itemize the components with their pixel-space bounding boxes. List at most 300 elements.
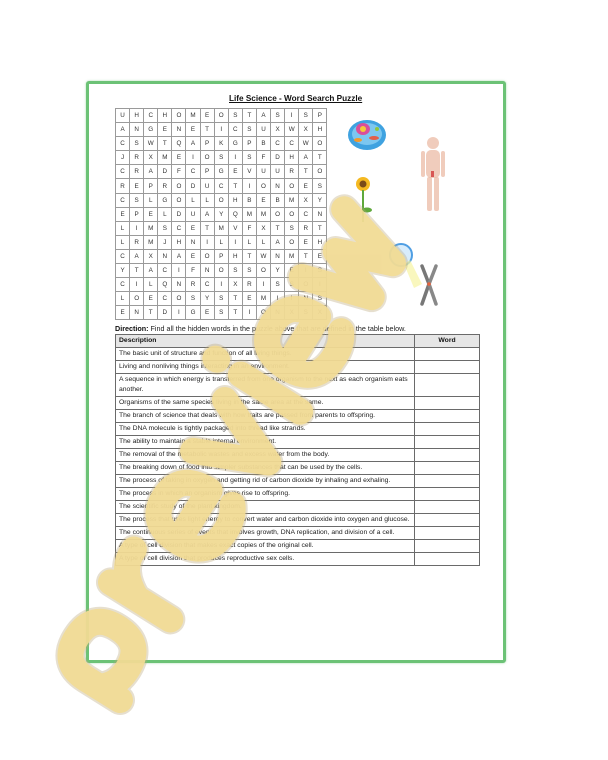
- grid-cell: I: [172, 264, 186, 278]
- grid-row: [116, 264, 327, 278]
- grid-cell: K: [214, 137, 228, 151]
- grid-cell: E: [158, 123, 172, 137]
- direction-label: Direction:: [115, 324, 149, 333]
- grid-cell: A: [299, 151, 313, 165]
- grid-cell: P: [130, 207, 144, 221]
- description-cell: The process in which an organism gives rise to offspring.: [116, 488, 415, 501]
- description-cell: Organisms of the same species living in the same area at the same.: [116, 397, 415, 410]
- grid-cell: R: [130, 165, 144, 179]
- grid-row: [116, 306, 327, 320]
- grid-cell: I: [228, 235, 242, 249]
- grid-cell: B: [242, 193, 256, 207]
- grid-cell: N: [271, 179, 285, 193]
- grid-cell: F: [242, 221, 256, 235]
- grid-row: [116, 109, 327, 123]
- grid-cell: E: [200, 109, 214, 123]
- word-answer-cell[interactable]: [415, 475, 480, 488]
- grid-cell: N: [313, 207, 327, 221]
- grid-cell: I: [200, 235, 214, 249]
- table-row: [116, 449, 480, 462]
- grid-cell: C: [158, 292, 172, 306]
- grid-cell: H: [285, 151, 299, 165]
- grid-cell: N: [271, 306, 285, 320]
- grid-cell: S: [299, 109, 313, 123]
- grid-cell: H: [313, 235, 327, 249]
- definitions-table: [115, 334, 480, 566]
- description-cell: The process that uses light energy to convert water and carbon dioxide into oxygen and glucose.: [116, 514, 415, 527]
- grid-cell: O: [285, 235, 299, 249]
- grid-cell: E: [299, 235, 313, 249]
- grid-cell: C: [144, 109, 158, 123]
- grid-cell: E: [186, 249, 200, 263]
- grid-cell: H: [158, 109, 172, 123]
- grid-row: [116, 207, 327, 221]
- grid-cell: S: [242, 151, 256, 165]
- description-cell: The breaking down of food into simpler substances that can be used by the cells.: [116, 462, 415, 475]
- grid-cell: M: [256, 292, 270, 306]
- grid-cell: C: [158, 264, 172, 278]
- table-row: [116, 540, 480, 553]
- grid-cell: S: [228, 264, 242, 278]
- table-row: [116, 374, 480, 397]
- grid-cell: T: [228, 179, 242, 193]
- direction-text: [115, 324, 406, 333]
- grid-cell: E: [186, 123, 200, 137]
- grid-cell: W: [256, 249, 270, 263]
- word-answer-cell[interactable]: [415, 514, 480, 527]
- grid-cell: I: [242, 306, 256, 320]
- grid-cell: O: [214, 193, 228, 207]
- description-cell: The DNA molecule is tightly packaged into thread like strands.: [116, 423, 415, 436]
- word-answer-cell[interactable]: [415, 348, 480, 361]
- grid-cell: S: [214, 151, 228, 165]
- grid-cell: P: [200, 137, 214, 151]
- grid-cell: T: [200, 123, 214, 137]
- table-row: [116, 410, 480, 423]
- grid-cell: Y: [214, 207, 228, 221]
- grid-cell: P: [214, 249, 228, 263]
- grid-cell: T: [228, 292, 242, 306]
- grid-cell: S: [158, 221, 172, 235]
- grid-cell: U: [256, 165, 270, 179]
- grid-cell: X: [144, 151, 158, 165]
- word-answer-cell[interactable]: [415, 361, 480, 374]
- table-row: [116, 397, 480, 410]
- word-answer-cell[interactable]: [415, 397, 480, 410]
- grid-row: [116, 278, 327, 292]
- grid-cell: R: [116, 179, 130, 193]
- grid-cell: S: [214, 292, 228, 306]
- grid-cell: X: [313, 306, 327, 320]
- grid-cell: N: [172, 123, 186, 137]
- chromosome-icon: [419, 264, 439, 306]
- grid-cell: N: [158, 249, 172, 263]
- grid-cell: C: [116, 249, 130, 263]
- description-cell: The removal of the metabolic wastes and excess water from the body.: [116, 449, 415, 462]
- grid-cell: D: [172, 207, 186, 221]
- grid-cell: I: [228, 151, 242, 165]
- grid-cell: M: [144, 235, 158, 249]
- grid-cell: C: [200, 278, 214, 292]
- grid-cell: M: [144, 221, 158, 235]
- grid-cell: S: [313, 292, 327, 306]
- word-answer-cell[interactable]: [415, 501, 480, 514]
- grid-cell: E: [144, 207, 158, 221]
- grid-cell: O: [313, 137, 327, 151]
- grid-row: [116, 123, 327, 137]
- grid-cell: Q: [158, 278, 172, 292]
- grid-cell: A: [144, 165, 158, 179]
- grid-cell: A: [172, 249, 186, 263]
- grid-cell: E: [144, 292, 158, 306]
- grid-cell: X: [271, 123, 285, 137]
- table-row: [116, 488, 480, 501]
- table-row: [116, 514, 480, 527]
- grid-cell: Q: [228, 207, 242, 221]
- grid-row: [116, 193, 327, 207]
- word-answer-cell[interactable]: [415, 410, 480, 423]
- grid-cell: O: [256, 179, 270, 193]
- grid-cell: L: [256, 235, 270, 249]
- grid-cell: R: [186, 278, 200, 292]
- grid-cell: C: [172, 221, 186, 235]
- grid-cell: H: [130, 109, 144, 123]
- description-cell: The process of taking in oxygen and getting rid of carbon dioxide by inhaling and exhaling.: [116, 475, 415, 488]
- grid-row: [116, 249, 327, 263]
- grid-cell: A: [186, 137, 200, 151]
- table-row: [116, 553, 480, 566]
- description-cell: The basic unit of structure and function of all living things.: [116, 348, 415, 361]
- grid-cell: O: [130, 292, 144, 306]
- grid-cell: S: [130, 193, 144, 207]
- grid-cell: M: [285, 193, 299, 207]
- table-row: [116, 527, 480, 540]
- grid-row: [116, 151, 327, 165]
- grid-cell: X: [285, 306, 299, 320]
- grid-cell: S: [228, 109, 242, 123]
- word-answer-cell[interactable]: [415, 527, 480, 540]
- grid-cell: E: [242, 292, 256, 306]
- grid-cell: W: [285, 123, 299, 137]
- grid-cell: M: [285, 249, 299, 263]
- grid-cell: H: [228, 249, 242, 263]
- grid-cell: C: [186, 165, 200, 179]
- grid-cell: I: [214, 123, 228, 137]
- description-cell: The scientific study of the plant kingdom.: [116, 501, 415, 514]
- grid-cell: M: [256, 207, 270, 221]
- grid-cell: I: [186, 151, 200, 165]
- grid-cell: A: [256, 109, 270, 123]
- grid-cell: R: [299, 221, 313, 235]
- grid-cell: I: [130, 278, 144, 292]
- grid-cell: T: [228, 306, 242, 320]
- grid-cell: H: [313, 123, 327, 137]
- grid-cell: E: [228, 165, 242, 179]
- grid-cell: C: [116, 278, 130, 292]
- grid-cell: I: [299, 264, 313, 278]
- grid-cell: I: [271, 292, 285, 306]
- grid-cell: C: [299, 207, 313, 221]
- grid-cell: U: [116, 109, 130, 123]
- grid-cell: Y: [271, 264, 285, 278]
- grid-cell: P: [144, 179, 158, 193]
- table-row: [116, 475, 480, 488]
- grid-cell: N: [299, 292, 313, 306]
- grid-cell: P: [242, 137, 256, 151]
- grid-cell: P: [200, 165, 214, 179]
- grid-cell: D: [158, 165, 172, 179]
- grid-cell: V: [228, 221, 242, 235]
- grid-cell: I: [242, 179, 256, 193]
- grid-cell: X: [299, 193, 313, 207]
- grid-cell: L: [186, 193, 200, 207]
- grid-cell: I: [285, 292, 299, 306]
- grid-cell: X: [256, 221, 270, 235]
- grid-cell: O: [172, 109, 186, 123]
- word-answer-cell[interactable]: [415, 540, 480, 553]
- grid-cell: G: [228, 137, 242, 151]
- grid-cell: O: [256, 306, 270, 320]
- grid-cell: E: [172, 151, 186, 165]
- grid-cell: C: [228, 123, 242, 137]
- grid-cell: O: [313, 165, 327, 179]
- grid-cell: L: [214, 235, 228, 249]
- grid-cell: I: [285, 109, 299, 123]
- grid-cell: G: [186, 306, 200, 320]
- grid-cell: T: [299, 249, 313, 263]
- grid-cell: L: [200, 193, 214, 207]
- grid-cell: O: [271, 207, 285, 221]
- grid-cell: X: [228, 278, 242, 292]
- grid-cell: C: [116, 137, 130, 151]
- grid-cell: E: [116, 306, 130, 320]
- grid-cell: T: [271, 221, 285, 235]
- grid-cell: Q: [172, 137, 186, 151]
- grid-cell: M: [242, 207, 256, 221]
- grid-cell: H: [228, 193, 242, 207]
- grid-cell: H: [172, 235, 186, 249]
- grid-cell: R: [130, 151, 144, 165]
- word-answer-cell[interactable]: [415, 449, 480, 462]
- grid-cell: E: [285, 264, 299, 278]
- table-row: [116, 348, 480, 361]
- table-row: [116, 462, 480, 475]
- word-answer-cell[interactable]: [415, 553, 480, 566]
- grid-cell: G: [158, 193, 172, 207]
- grid-cell: R: [130, 235, 144, 249]
- description-cell: A type of cell division that produces reproductive sex cells.: [116, 553, 415, 566]
- grid-cell: S: [130, 137, 144, 151]
- grid-cell: O: [256, 264, 270, 278]
- grid-cell: L: [116, 235, 130, 249]
- grid-cell: U: [200, 179, 214, 193]
- grid-cell: L: [158, 207, 172, 221]
- grid-row: [116, 235, 327, 249]
- grid-cell: E: [130, 179, 144, 193]
- grid-cell: N: [186, 235, 200, 249]
- grid-cell: I: [130, 221, 144, 235]
- grid-cell: S: [285, 221, 299, 235]
- table-header-row: [116, 335, 480, 348]
- description-cell: The branch of science that deals with how traits are passed from parents to offspring.: [116, 410, 415, 423]
- grid-cell: O: [172, 292, 186, 306]
- grid-cell: I: [172, 306, 186, 320]
- grid-cell: I: [214, 278, 228, 292]
- grid-cell: C: [271, 137, 285, 151]
- grid-cell: O: [172, 193, 186, 207]
- grid-cell: C: [214, 179, 228, 193]
- grid-cell: N: [200, 264, 214, 278]
- grid-cell: Y: [116, 264, 130, 278]
- description-cell: The continuous series of events that involves growth, DNA replication, and division of a cell.: [116, 527, 415, 540]
- grid-cell: O: [299, 278, 313, 292]
- grid-cell: N: [130, 123, 144, 137]
- grid-cell: B: [271, 193, 285, 207]
- grid-cell: S: [214, 306, 228, 320]
- grid-row: [116, 221, 327, 235]
- grid-cell: E: [313, 249, 327, 263]
- grid-cell: T: [130, 264, 144, 278]
- grid-cell: S: [271, 109, 285, 123]
- word-search-grid: [115, 108, 327, 320]
- grid-cell: I: [313, 278, 327, 292]
- grid-cell: D: [271, 151, 285, 165]
- grid-cell: S: [285, 278, 299, 292]
- grid-cell: G: [144, 123, 158, 137]
- grid-cell: B: [256, 137, 270, 151]
- grid-cell: L: [116, 221, 130, 235]
- grid-cell: M: [186, 109, 200, 123]
- grid-cell: E: [200, 306, 214, 320]
- grid-cell: X: [299, 123, 313, 137]
- grid-cell: C: [116, 165, 130, 179]
- grid-cell: R: [242, 278, 256, 292]
- grid-cell: O: [200, 151, 214, 165]
- grid-cell: A: [271, 235, 285, 249]
- grid-cell: S: [313, 264, 327, 278]
- grid-cell: U: [186, 207, 200, 221]
- grid-cell: T: [242, 109, 256, 123]
- grid-row: [116, 292, 327, 306]
- description-cell: Living and nonliving things interacting in an environment.: [116, 361, 415, 374]
- word-answer-cell[interactable]: [415, 423, 480, 436]
- description-cell: The ability to maintain a stable internal environment.: [116, 436, 415, 449]
- grid-cell: R: [158, 179, 172, 193]
- grid-cell: S: [299, 306, 313, 320]
- page-title: Life Science - Word Search Puzzle: [229, 94, 363, 103]
- description-header: Description: [116, 335, 415, 348]
- word-answer-cell[interactable]: [415, 436, 480, 449]
- grid-cell: J: [158, 235, 172, 249]
- grid-cell: S: [242, 123, 256, 137]
- grid-cell: J: [116, 151, 130, 165]
- grid-cell: T: [144, 306, 158, 320]
- table-row: [116, 501, 480, 514]
- grid-cell: P: [313, 109, 327, 123]
- grid-cell: R: [285, 165, 299, 179]
- grid-cell: O: [214, 264, 228, 278]
- grid-cell: A: [116, 123, 130, 137]
- grid-cell: A: [200, 207, 214, 221]
- grid-cell: O: [285, 207, 299, 221]
- grid-cell: I: [256, 278, 270, 292]
- grid-cell: C: [116, 193, 130, 207]
- grid-cell: U: [271, 165, 285, 179]
- word-answer-cell[interactable]: [415, 488, 480, 501]
- grid-cell: T: [313, 151, 327, 165]
- grid-cell: W: [144, 137, 158, 151]
- grid-cell: A: [130, 249, 144, 263]
- grid-cell: N: [130, 306, 144, 320]
- grid-cell: S: [242, 264, 256, 278]
- grid-cell: T: [200, 221, 214, 235]
- grid-cell: Y: [200, 292, 214, 306]
- word-answer-cell[interactable]: [415, 462, 480, 475]
- grid-cell: X: [144, 249, 158, 263]
- word-answer-cell[interactable]: [415, 374, 480, 397]
- human-body-icon: [418, 135, 448, 215]
- grid-cell: Y: [313, 193, 327, 207]
- grid-cell: S: [271, 278, 285, 292]
- grid-cell: M: [158, 151, 172, 165]
- grid-cell: A: [144, 264, 158, 278]
- grid-cell: O: [214, 109, 228, 123]
- grid-cell: T: [313, 221, 327, 235]
- grid-cell: V: [242, 165, 256, 179]
- grid-cell: O: [200, 249, 214, 263]
- grid-cell: U: [256, 123, 270, 137]
- grid-cell: D: [158, 306, 172, 320]
- sunflower-icon: [353, 176, 373, 224]
- grid-cell: L: [144, 278, 158, 292]
- grid-cell: O: [172, 179, 186, 193]
- table-row: [116, 361, 480, 374]
- grid-cell: D: [186, 179, 200, 193]
- grid-cell: F: [256, 151, 270, 165]
- grid-cell: N: [172, 278, 186, 292]
- grid-cell: L: [144, 193, 158, 207]
- grid-cell: G: [214, 165, 228, 179]
- grid-cell: W: [299, 137, 313, 151]
- grid-cell: T: [299, 165, 313, 179]
- word-header: Word: [415, 335, 480, 348]
- table-row: [116, 436, 480, 449]
- grid-cell: F: [172, 165, 186, 179]
- grid-cell: M: [214, 221, 228, 235]
- grid-cell: E: [256, 193, 270, 207]
- grid-cell: F: [186, 264, 200, 278]
- grid-cell: T: [158, 137, 172, 151]
- grid-cell: N: [271, 249, 285, 263]
- animal-cell-icon: [347, 117, 391, 153]
- description-cell: A sequence in which energy is transferred from one organism to the next as each organism eats another.: [116, 374, 415, 397]
- grid-cell: E: [186, 221, 200, 235]
- grid-cell: E: [116, 207, 130, 221]
- grid-cell: E: [299, 179, 313, 193]
- grid-row: [116, 165, 327, 179]
- grid-cell: O: [285, 179, 299, 193]
- description-cell: A type of cell division that makes exact copies of the original cell.: [116, 540, 415, 553]
- grid-cell: C: [285, 137, 299, 151]
- grid-row: [116, 137, 327, 151]
- table-row: [116, 423, 480, 436]
- grid-cell: L: [242, 235, 256, 249]
- grid-row: [116, 179, 327, 193]
- grid-cell: L: [116, 292, 130, 306]
- direction-body: Find all the hidden words in the puzzle above that are defined in the table below.: [148, 324, 406, 333]
- grid-cell: S: [186, 292, 200, 306]
- grid-cell: S: [313, 179, 327, 193]
